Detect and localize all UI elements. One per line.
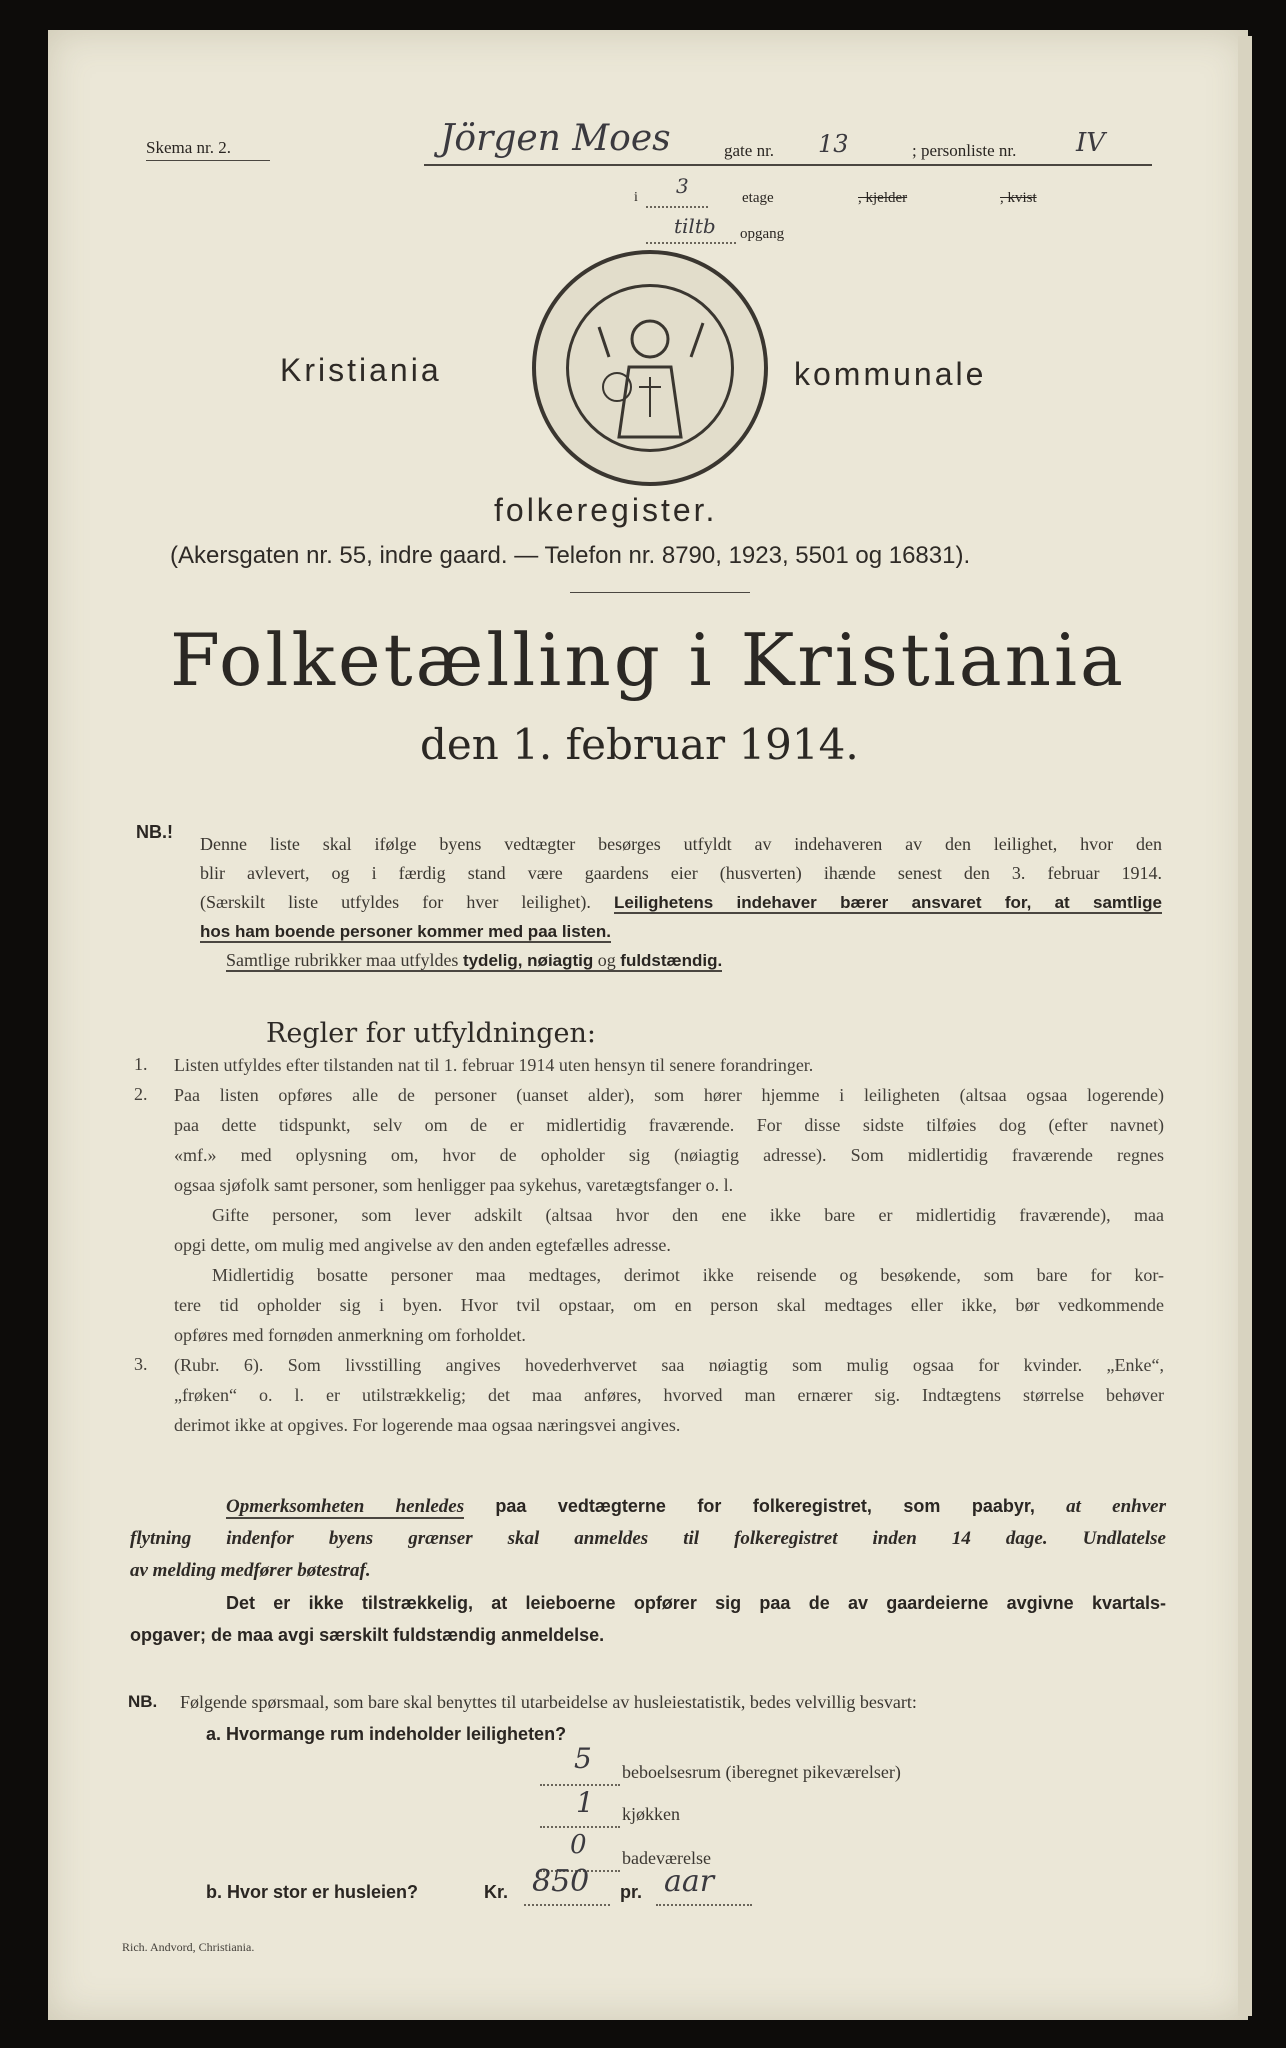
seal-figure-icon	[569, 287, 731, 449]
rule-2-line-3: «mf.» med oplysning om, hvor de opholder sig (nøiagtig adresse). Som midlertidig fraværende regnes	[174, 1145, 1164, 1165]
kjelder-label: , kjelder	[858, 190, 908, 206]
skema-label: Skema nr. 2.	[146, 138, 231, 157]
rule-2-line-2: paa dette tidspunkt, selv om de er midlertidig fraværende. For disse sidste tilføies dog (efter navnet)	[174, 1115, 1164, 1135]
rule-3-line-1: (Rubr. 6). Som livsstilling angives hovederhvervet saa nøiagtig som mulig ogsaa for kvinder. „Enke“,	[174, 1355, 1164, 1375]
nb1-line-3b: Leilighetens indehaver bærer ansvaret for, at samtlige	[613, 893, 1162, 912]
period-value: aar	[664, 1864, 715, 1899]
gate-number-value: 13	[818, 130, 849, 158]
personliste-value: IV	[1076, 128, 1106, 158]
personliste-label: ; personliste nr.	[912, 141, 1017, 160]
opgang-dotline	[646, 242, 736, 244]
rule-3	[174, 1350, 1164, 1440]
rooms-value: 5	[574, 1742, 592, 1775]
rules-heading: Regler for utfyldningen:	[266, 1018, 596, 1049]
nb1-label: NB.!	[136, 822, 173, 842]
question-a: a. Hvormange rum indeholder leiligheten?	[206, 1724, 567, 1744]
etage-label: etage	[742, 190, 774, 206]
rule-3-line-3: derimot ikke at opgives. For logerende maa ogsaa næringsvei angives.	[174, 1415, 681, 1435]
nb1-line-4: hos ham boende personer kommer med paa listen.	[200, 922, 611, 941]
rule-2-line-4: ogsaa sjøfolk samt personer, som henligger paa sykehus, varetægtsfanger o. l.	[174, 1175, 734, 1195]
rooms-label: beboelsesrum (iberegnet pikeværelser)	[622, 1762, 901, 1782]
header-address-line	[424, 164, 1152, 166]
rent-value: 850	[532, 1864, 590, 1899]
divider-short	[570, 592, 750, 593]
nb1-line-3a: (Særskilt liste utfyldes for hver leilighet).	[200, 892, 591, 912]
rule-2-number: 2.	[134, 1084, 148, 1104]
page-edge	[1238, 36, 1252, 2016]
nb1-paragraph	[200, 830, 1162, 975]
rule-2-line-7: Midlertidig bosatte personer maa medtages, derimot ikke reisende og besøkende, som bare for kor-	[212, 1265, 1164, 1285]
main-title: Folketælling i Kristiania	[170, 618, 1126, 702]
office-address: (Akersgaten nr. 55, indre gaard. — Telefon nr. 8790, 1923, 5501 og 16831).	[170, 542, 971, 569]
city-seal	[532, 250, 768, 486]
rule-2-line-9: opføres med fornøden anmerkning om forholdet.	[174, 1325, 526, 1345]
kvist-label: , kvist	[1000, 190, 1037, 206]
masthead-left: Kristiania	[280, 352, 442, 388]
notice-line-5: opgaver; de maa avgi særskilt fuldstændig anmeldelse.	[130, 1625, 605, 1645]
kitchen-label: kjøkken	[622, 1804, 680, 1824]
notice-line-2: flytning indenfor byens grænser skal anmeldes til folkeregistret inden 14 dage. Undlatelse	[130, 1528, 1166, 1549]
kitchen-value: 1	[576, 1786, 594, 1819]
gate-label: gate nr.	[724, 141, 775, 160]
etage-value: 3	[676, 174, 689, 198]
pr-label: pr.	[620, 1882, 643, 1902]
masthead-subtitle: folkeregister.	[494, 492, 718, 528]
rule-2-line-8: tere tid opholder sig i byen. Hvor tvil opstaar, om en person skal medtages eller ikke, bør vedkommende	[174, 1295, 1164, 1315]
i-label: i	[634, 190, 638, 205]
nb1-line-3	[200, 888, 1162, 917]
skema-underline	[146, 160, 270, 161]
question-b: b. Hvor stor er husleien?	[206, 1882, 419, 1902]
rule-1	[174, 1050, 1164, 1080]
bath-value: 0	[570, 1830, 587, 1860]
nb2-intro: Følgende spørsmaal, som bare skal benyttes til utarbeidelse av husleiestatistik, bedes velvillig besvart:	[180, 1692, 917, 1712]
etage-dotline	[646, 206, 708, 208]
bath-label: badeværelse	[622, 1848, 711, 1868]
rule-1-text: Listen utfyldes efter tilstanden nat til 1. februar 1914 uten hensyn til senere forandringer.	[174, 1055, 814, 1075]
masthead-right: kommunale	[794, 356, 987, 392]
nb1-line-5: Samtlige rubrikker maa utfyldes tydelig, nøiagtig og fuldstændig.	[226, 950, 723, 970]
notice-line-3: av melding medfører bøtestraf.	[130, 1560, 371, 1581]
rent-dotline	[524, 1904, 610, 1906]
opgang-label: opgang	[740, 226, 785, 242]
rule-2-line-1: Paa listen opføres alle de personer (uanset alder), som hører hjemme i leiligheten (altsaa ogsaa logerende)	[174, 1085, 1164, 1105]
seal-inner-ring	[566, 284, 734, 452]
rule-1-number: 1.	[134, 1054, 148, 1074]
nb2-label: NB.	[128, 1692, 158, 1711]
rule-2-line-6: opgi dette, om mulig med angivelse av den anden egtefælles adresse.	[174, 1235, 671, 1255]
kr-label: Kr.	[484, 1882, 509, 1902]
street-name-handwritten: Jörgen Moes	[440, 118, 671, 159]
notice-line-4: Det er ikke tilstrækkelig, at leieboerne opfører sig paa de av gaardeierne avgivne kvartals-	[226, 1593, 1166, 1613]
notice-paragraph	[130, 1490, 1166, 1651]
rule-2	[174, 1080, 1164, 1350]
opgang-value: tiltb	[674, 214, 716, 238]
nb1-line-1: Denne liste skal ifølge byens vedtægter besørges utfyldt av indehaveren av den leilighet, hvor den	[200, 834, 1162, 854]
printer-imprint: Rich. Andvord, Christiania.	[122, 1940, 255, 1954]
kitchen-dotline	[540, 1826, 620, 1828]
period-dotline	[656, 1904, 752, 1906]
rule-3-number: 3.	[134, 1354, 148, 1374]
rule-3-line-2: „frøken“ o. l. er utilstrækkelig; det maa anføres, hvorved man ernærer sig. Indtægtens størrelse behøver	[174, 1385, 1164, 1405]
rule-2-line-5: Gifte personer, som lever adskilt (altsaa hvor den ene ikke bare er midlertidig fraværende), maa	[212, 1205, 1164, 1225]
title-date: den 1. februar 1914.	[420, 720, 859, 769]
notice-line-1: Opmerksomheten henledes paa vedtægterne for folkeregistret, som paabyr, at enhver	[226, 1496, 1166, 1517]
nb1-line-2: blir avlevert, og i færdig stand være gaardens eier (husverten) ihænde senest den 3. februar 1914.	[200, 863, 1162, 883]
